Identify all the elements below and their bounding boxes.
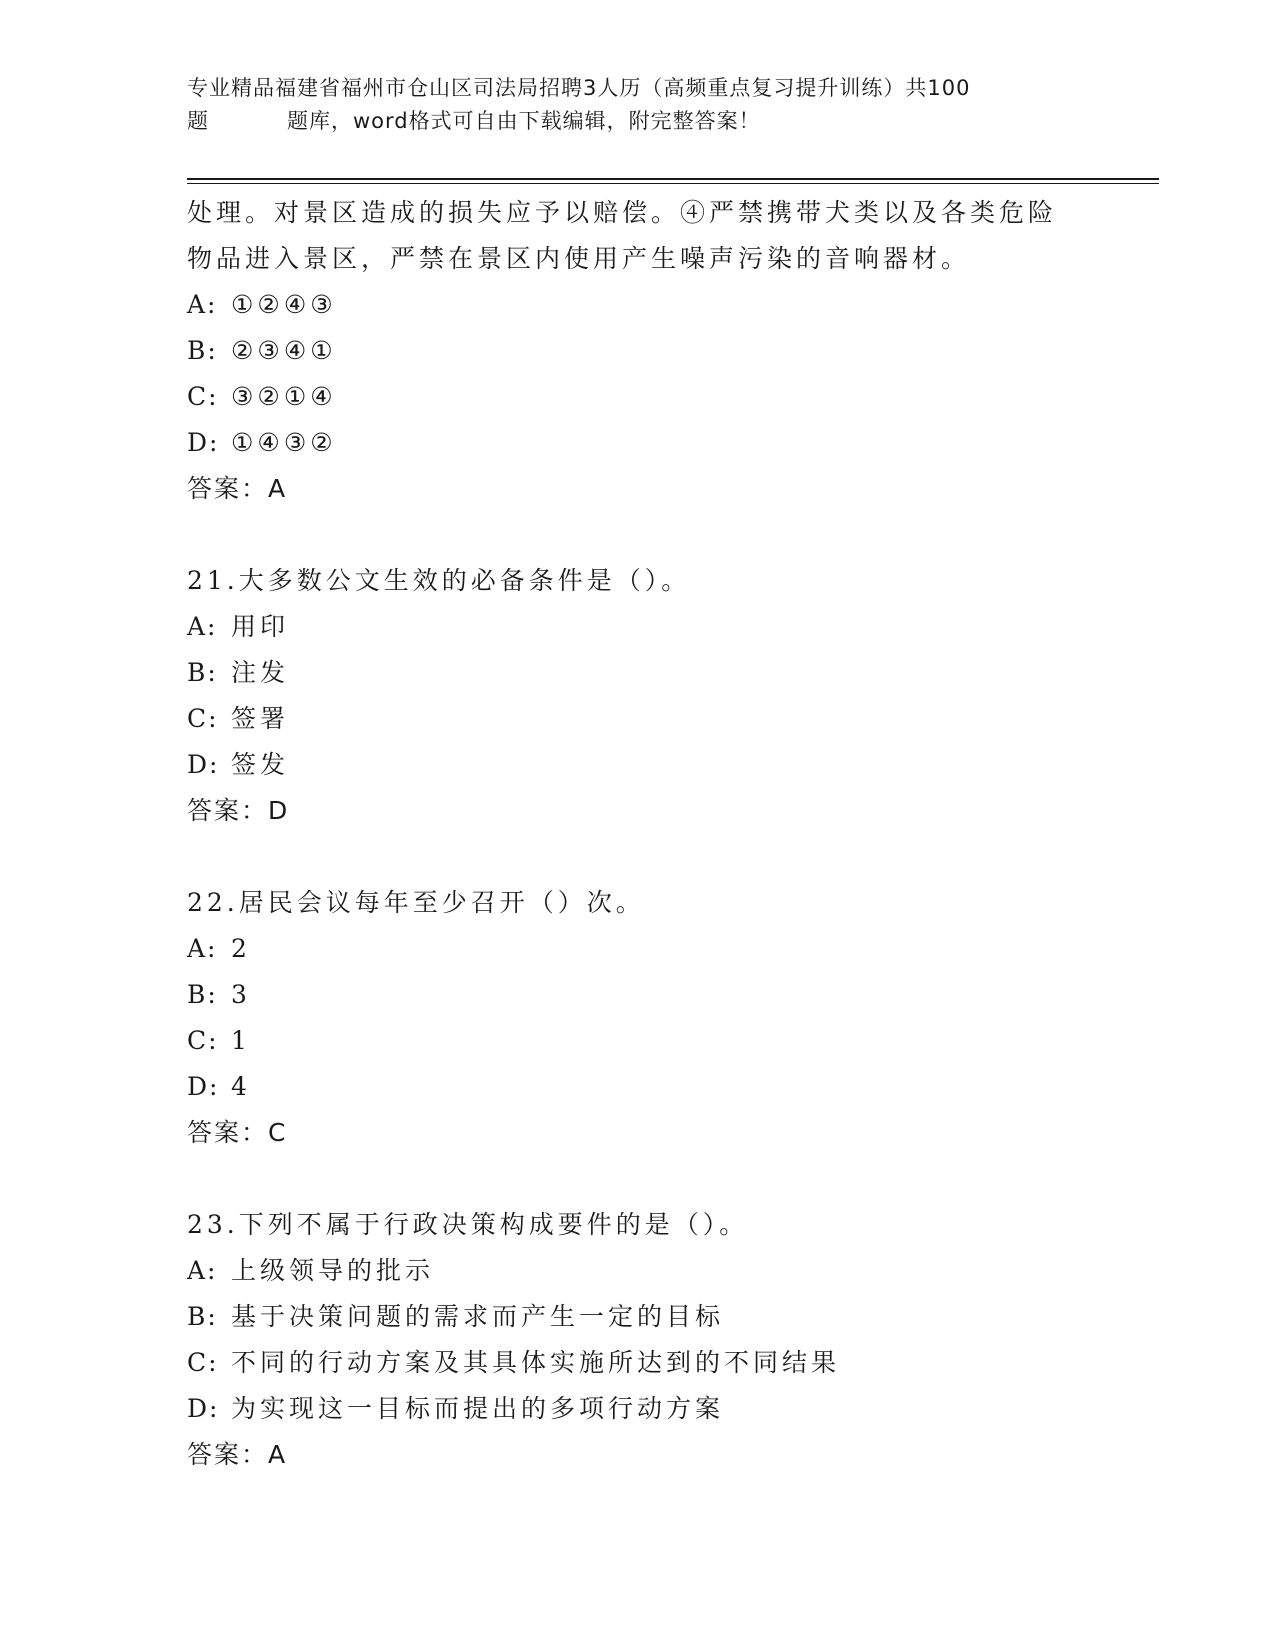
- option-key: C:: [187, 1348, 219, 1377]
- option-text: 4: [231, 1072, 251, 1101]
- question-stem: 21.大多数公文生效的必备条件是（）。: [187, 566, 691, 595]
- option-key: A:: [187, 290, 218, 319]
- header-divider-thick: [187, 178, 1159, 180]
- option-key: B:: [187, 980, 218, 1009]
- option-text: 3: [231, 980, 251, 1009]
- header-divider-thin: [187, 183, 1159, 184]
- continuation-text-line1: 处理。对景区造成的损失应予以赔偿。④严禁携带犬类以及各类危险: [187, 198, 1058, 227]
- option-text: 签发: [231, 750, 290, 779]
- option-key: A:: [187, 612, 218, 641]
- question-stem: 23.下列不属于行政决策构成要件的是（）。: [187, 1210, 749, 1239]
- option-a: [187, 604, 1147, 650]
- page-header: [187, 72, 1087, 138]
- option-key: D:: [187, 1394, 220, 1423]
- continuation-text-line2: 物品进入景区，严禁在景区内使用产生噪声污染的音响器材。: [187, 244, 971, 273]
- option-text: ③②①④: [231, 382, 337, 411]
- question-stem: 22.居民会议每年至少召开（）次。: [187, 888, 645, 917]
- option-b: [187, 650, 1147, 696]
- answer-line: 答案：C: [187, 1118, 288, 1147]
- option-text: 为实现这一目标而提出的多项行动方案: [231, 1394, 725, 1423]
- option-a: [187, 282, 1147, 328]
- option-key: A:: [187, 934, 218, 963]
- option-key: B:: [187, 336, 218, 365]
- header-title-line2: [187, 105, 1087, 138]
- option-key: B:: [187, 1302, 218, 1331]
- option-key: D:: [187, 750, 220, 779]
- answer-line: 答案：A: [187, 1440, 288, 1469]
- option-c: [187, 1340, 1147, 1386]
- option-key: D:: [187, 428, 220, 457]
- header-title-line2-rest: 题库，word格式可自由下载编辑，附完整答案！: [287, 109, 761, 133]
- option-text: 签署: [231, 704, 290, 733]
- option-d: [187, 1064, 1147, 1110]
- option-b: [187, 1294, 1147, 1340]
- option-text: 用印: [231, 612, 290, 641]
- option-text: ①②④③: [231, 290, 337, 319]
- option-b: [187, 328, 1147, 374]
- option-d: [187, 1386, 1147, 1432]
- option-text: 上级领导的批示: [231, 1256, 435, 1285]
- option-key: D:: [187, 1072, 220, 1101]
- option-c: [187, 696, 1147, 742]
- option-text: 1: [231, 1026, 251, 1055]
- answer-line: 答案：D: [187, 796, 290, 825]
- header-title-line2-lead: 题: [187, 109, 209, 133]
- option-text: ②③④①: [231, 336, 337, 365]
- option-key: C:: [187, 382, 219, 411]
- question-content: [187, 190, 1147, 1478]
- option-c: [187, 1018, 1147, 1064]
- option-text: 不同的行动方案及其具体实施所达到的不同结果: [231, 1348, 841, 1377]
- option-c: [187, 374, 1147, 420]
- option-key: B:: [187, 658, 218, 687]
- option-a: [187, 1248, 1147, 1294]
- answer-line: 答案：A: [187, 474, 288, 503]
- option-b: [187, 972, 1147, 1018]
- option-text: 2: [231, 934, 251, 963]
- header-title-line1: 专业精品福建省福州市仓山区司法局招聘3人历（高频重点复习提升训练）共100: [187, 76, 971, 100]
- option-text: 注发: [231, 658, 290, 687]
- option-text: 基于决策问题的需求而产生一定的目标: [231, 1302, 725, 1331]
- option-text: ①④③②: [231, 428, 337, 457]
- option-key: A:: [187, 1256, 218, 1285]
- option-d: [187, 742, 1147, 788]
- option-a: [187, 926, 1147, 972]
- option-key: C:: [187, 1026, 219, 1055]
- option-key: C:: [187, 704, 219, 733]
- option-d: [187, 420, 1147, 466]
